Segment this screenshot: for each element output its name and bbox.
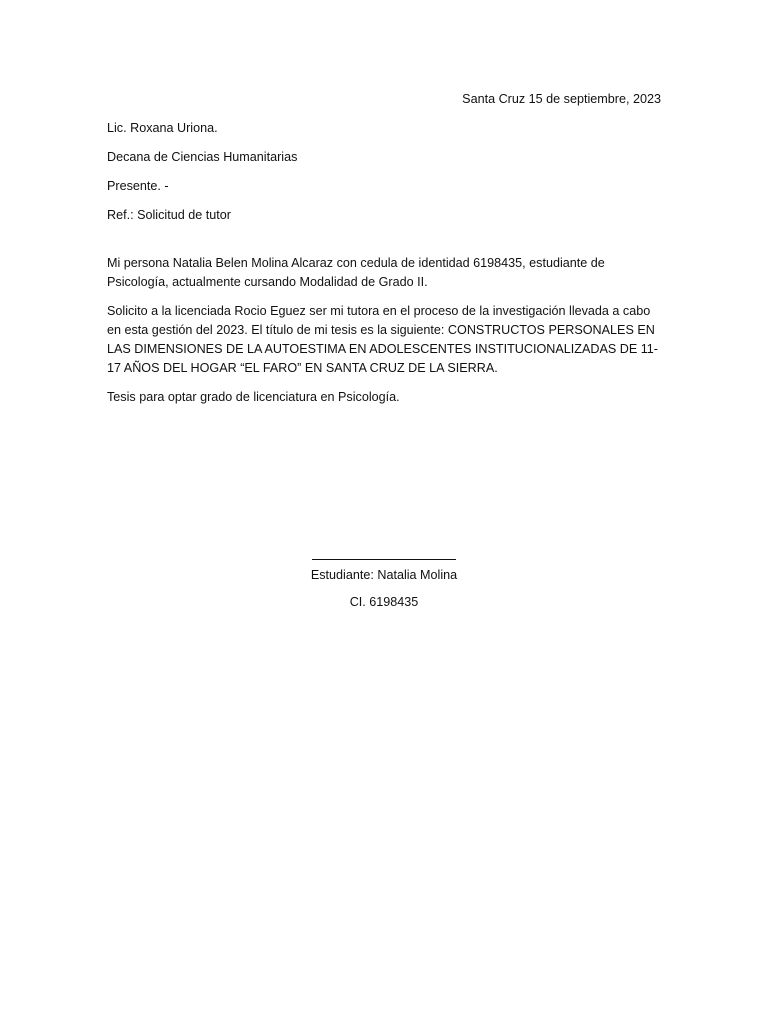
paragraph-request: Solicito a la licenciada Rocio Eguez ser mi tutora en el proceso de la investigación llevada a cabo en esta gestión del 2023. El título de mi tesis es la siguiente: CONSTRUCTOS PERSONALES EN LAS DIMENSIONES DE LA AUTOESTIMA EN ADOLESCENTES INSTITUCIONALIZADAS DE 11-17 AÑOS DEL HOGAR “EL FARO” EN SANTA CRUZ DE LA SIERRA. (107, 304, 658, 375)
recipient-title: Decana de Ciencias Humanitarias (107, 150, 298, 164)
signature-block (0, 545, 768, 620)
paragraph-purpose: Tesis para optar grado de licenciatura en Psicología. (107, 390, 400, 404)
signature-line (312, 545, 456, 560)
letter-reference: Ref.: Solicitud de tutor (107, 208, 231, 222)
recipient-name: Lic. Roxana Uriona. (107, 121, 218, 135)
salutation-presente: Presente. - (107, 179, 169, 193)
signature-id: CI. 6198435 (349, 595, 419, 609)
letter-date: Santa Cruz 15 de septiembre, 2023 (462, 92, 661, 106)
paragraph-introduction: Mi persona Natalia Belen Molina Alcaraz con cedula de identidad 6198435, estudiante de Psicología, actualmente cursando Modalidad de Grado II. (107, 256, 605, 289)
letter-body (107, 90, 661, 417)
signature-name: Estudiante: Natalia Molina (310, 568, 458, 582)
